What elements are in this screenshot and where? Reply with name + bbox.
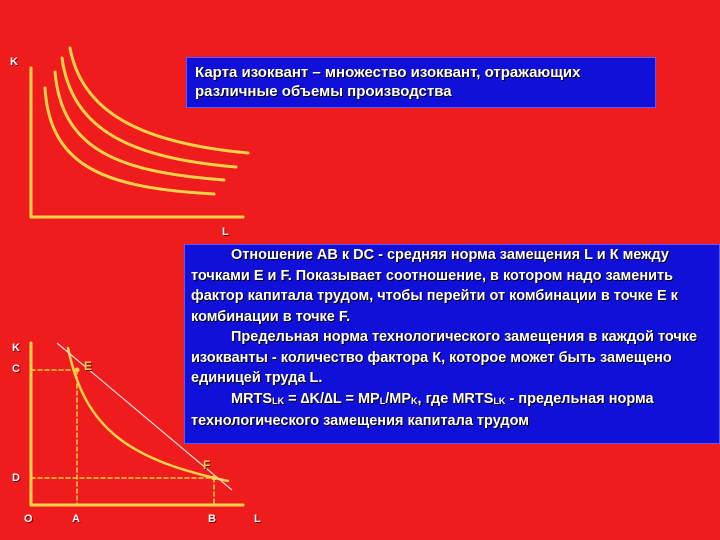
point-e-label: E [84, 359, 93, 373]
isoquant-map-definition-box [186, 57, 656, 108]
point-f-label: F [203, 458, 211, 472]
average-rate-paragraph [191, 245, 713, 327]
formula-mrts: MRTS [231, 390, 273, 407]
point-e-dot [75, 368, 80, 373]
formula-eq: = ∆K/∆L = MP [284, 390, 380, 407]
point-a-label: A [72, 513, 80, 525]
formula-sub-lk: LK [272, 395, 285, 406]
rate-explanation-box [184, 244, 720, 444]
formula-tail: - предельная норма технологического замещения капитала трудом [191, 390, 654, 429]
point-b-label: B [208, 513, 216, 525]
point-d-label: D [12, 472, 20, 484]
isoquant-map-definition-text: Карта изоквант – множество изоквант, отражающих различные объемы производства [195, 64, 581, 100]
formula-slash: /MP [385, 390, 412, 407]
formula-sub-k: K [411, 395, 418, 406]
rate-graph-y-label: K [12, 342, 20, 354]
marginal-rate-paragraph [191, 327, 713, 389]
formula-sub-lk-2: LK [493, 395, 506, 406]
point-c-label: C [12, 363, 20, 375]
average-rate-text: Отношение АВ к DC - средняя норма замещения L и К между точками Е и F. Показывает соотношение, в котором надо заменить фактор капитала трудом, чтобы перейти от комбинации в точке Е к комбинации в точке F. [191, 247, 678, 325]
marginal-rate-text: Предельная норма технологического замещения в каждой точке изокванты - количество фактора К, которое может быть замещено единицей труда L. [191, 329, 698, 386]
mrts-formula-paragraph [191, 389, 713, 432]
formula-sub-l: L [379, 395, 386, 406]
point-f-dot [212, 476, 217, 481]
origin-label: O [24, 513, 33, 525]
rate-graph-x-label: L [254, 513, 261, 525]
formula-where: , где MRTS [417, 390, 494, 407]
isoquant-map-y-label: K [10, 56, 18, 68]
isoquant-map-x-label: L [222, 226, 229, 238]
